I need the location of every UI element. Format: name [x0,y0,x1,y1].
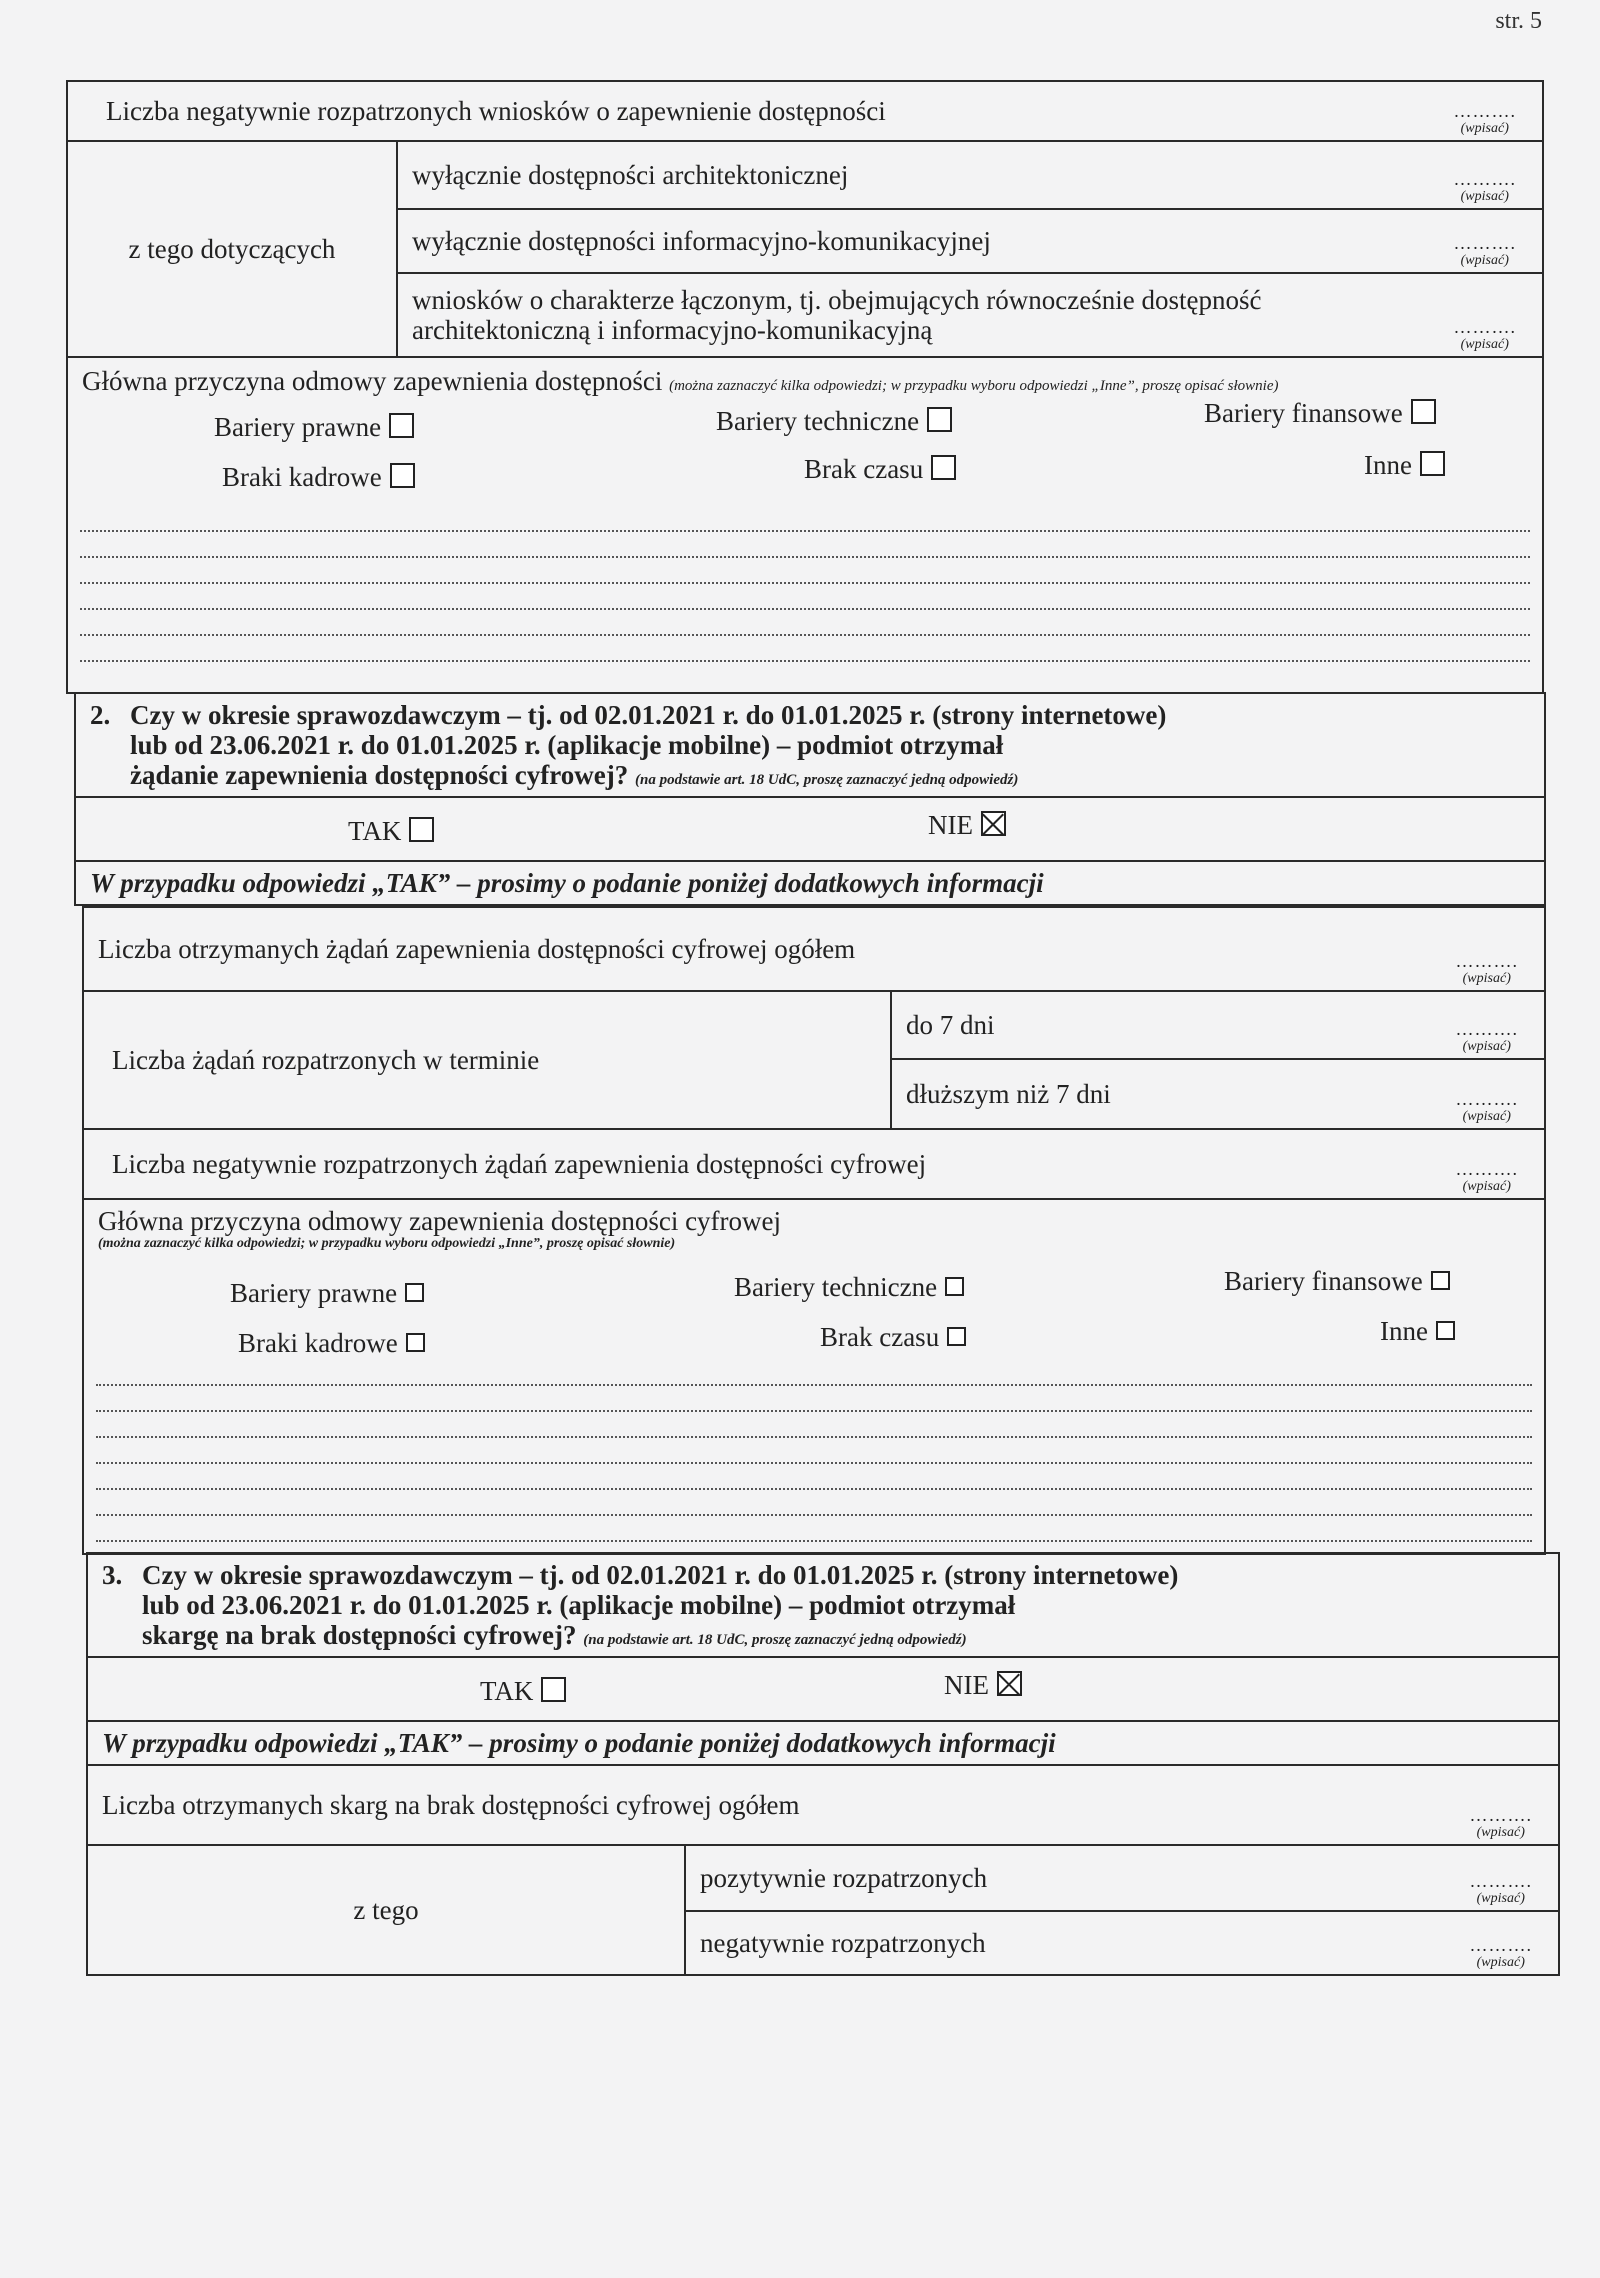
description-line[interactable] [80,530,1530,532]
checkbox-tak[interactable] [541,1677,566,1702]
checkbox-nie-checked[interactable] [981,811,1006,836]
checkbox[interactable] [405,1283,424,1302]
reason-note: (można zaznaczyć kilka odpowiedzi; w przypadku wyboru odpowiedzi „Inne”, proszę opisać słownie) [669,378,1279,394]
negative-digital-label: Liczba negatywnie rozpatrzonych żądań zapewnienia dostępności cyfrowej [112,1148,927,1179]
positive-label: pozytywnie rozpatrzonych [700,1862,988,1893]
fill-field[interactable]: ………. (wpisać) [1453,169,1516,204]
fill-field[interactable]: ………. (wpisać) [1455,951,1518,986]
description-line[interactable] [80,608,1530,610]
fill-field[interactable]: ………. (wpisać) [1455,1089,1518,1124]
answer-nie[interactable]: NIE [928,810,1006,840]
fill-field[interactable]: ………. (wpisać) [1453,317,1516,352]
of-which-label: z tego [87,1845,685,1975]
question3-number: 3. [102,1559,123,1590]
description-line[interactable] [80,634,1530,636]
description-line[interactable] [96,1540,1532,1542]
description-line[interactable] [96,1384,1532,1386]
option-other[interactable]: Inne [1380,1316,1455,1346]
option-staff[interactable]: Braki kadrowe [222,462,415,492]
option-time[interactable]: Brak czasu [820,1322,966,1352]
checkbox[interactable] [945,1277,964,1296]
reason-block-digital [83,1199,1545,1554]
question3-line3: skargę na brak dostępności cyfrowej? [142,1620,577,1651]
total-requests-label: Liczba otrzymanych żądań zapewnienia dostępności cyfrowej ogółem [98,933,856,964]
combined-row [397,273,1543,357]
fill-field[interactable]: ………. (wpisać) [1455,1019,1518,1054]
option-legal[interactable]: Bariery prawne [230,1278,424,1308]
option-staff[interactable]: Braki kadrowe [238,1328,425,1358]
page-number: str. 5 [1495,8,1542,34]
negative-requests-label: Liczba negatywnie rozpatrzonych wniosków o zapewnienie dostępności [106,95,886,126]
question2-number: 2. [90,699,111,730]
description-line[interactable] [80,582,1530,584]
if-yes-heading: W przypadku odpowiedzi „TAK” – prosimy o podanie poniżej dodatkowych informacji [75,861,1545,905]
description-line[interactable] [80,556,1530,558]
checkbox[interactable] [406,1333,425,1352]
fill-field[interactable]: ………. (wpisać) [1469,1805,1532,1840]
option-legal[interactable]: Bariery prawne [214,412,414,442]
checkbox-nie-checked[interactable] [997,1671,1022,1696]
question2-line1: Czy w okresie sprawozdawczym – tj. od 02.01.2021 r. do 01.01.2025 r. (strony internetowe) [130,699,1167,730]
section1-table [66,80,1544,694]
checkbox-tak[interactable] [409,817,434,842]
description-line[interactable] [80,660,1530,662]
reason-note-digital: (można zaznaczyć kilka odpowiedzi; w przypadku wyboru odpowiedzi „Inne”, proszę opisać słownie) [98,1236,676,1252]
description-line[interactable] [96,1436,1532,1438]
checkbox[interactable] [390,463,415,488]
answer-tak[interactable]: TAK [348,816,434,846]
positive-row [685,1845,1559,1911]
question2-details-table [82,906,1546,1555]
term-longer-label: dłuższym niż 7 dni [906,1078,1111,1109]
description-line[interactable] [96,1488,1532,1490]
checkbox[interactable] [1431,1271,1450,1290]
total-complaints-label: Liczba otrzymanych skarg na brak dostępności cyfrowej ogółem [102,1789,800,1820]
fill-field[interactable]: ………. (wpisać) [1453,233,1516,268]
option-other[interactable]: Inne [1364,450,1445,480]
total-complaints-row [87,1765,1559,1845]
question2-line2: lub od 23.06.2021 r. do 01.01.2025 r. (aplikacje mobilne) – podmiot otrzymał [130,729,1004,760]
of-which-label: z tego dotyczących [67,141,397,357]
checkbox[interactable] [1420,451,1445,476]
negative-row [685,1911,1559,1975]
architectural-label: wyłącznie dostępności architektonicznej [412,159,849,190]
negative-requests-row [67,81,1543,141]
ict-row [397,209,1543,273]
reason-block [67,357,1543,693]
total-requests-row [83,907,1545,991]
option-time[interactable]: Brak czasu [804,454,956,484]
checkbox[interactable] [389,413,414,438]
question3-note: (na podstawie art. 18 UdC, proszę zaznaczyć jedną odpowiedź) [583,1632,967,1649]
checkbox[interactable] [931,455,956,480]
if-yes-heading: W przypadku odpowiedzi „TAK” – prosimy o podanie poniżej dodatkowych informacji [87,1721,1559,1765]
fill-field[interactable]: ………. (wpisać) [1469,1935,1532,1970]
term-longer-row [891,1059,1545,1129]
in-term-label: Liczba żądań rozpatrzonych w terminie [83,991,891,1129]
reason-title-digital: Główna przyczyna odmowy zapewnienia dostępności cyfrowej [98,1206,782,1236]
question2-note: (na podstawie art. 18 UdC, proszę zaznaczyć jedną odpowiedź) [634,772,1019,789]
description-line[interactable] [96,1462,1532,1464]
question3-answer-row [87,1657,1559,1721]
checkbox[interactable] [1411,399,1436,424]
answer-nie[interactable]: NIE [944,1670,1022,1700]
option-technical[interactable]: Bariery techniczne [716,406,952,436]
checkbox[interactable] [1436,1321,1455,1340]
fill-field[interactable]: ………. (wpisać) [1469,1871,1532,1906]
option-financial[interactable]: Bariery finansowe [1224,1266,1450,1296]
question2-table [74,692,1546,906]
ict-label: wyłącznie dostępności informacyjno-komunikacyjnej [412,225,991,256]
option-technical[interactable]: Bariery techniczne [734,1272,964,1302]
question2-line3: żądanie zapewnienia dostępności cyfrowej? [130,760,629,791]
question3-header [87,1553,1559,1657]
combined-label: wniosków o charakterze łączonym, tj. obejmujących równocześnie dostępność architektoniczną i informacyjno-komunikacyjną [412,284,1262,345]
answer-tak[interactable]: TAK [480,1676,566,1706]
term-7-days-label: do 7 dni [906,1009,995,1040]
description-line[interactable] [96,1514,1532,1516]
description-line[interactable] [96,1410,1532,1412]
question2-header [75,693,1545,797]
question3-line2: lub od 23.06.2021 r. do 01.01.2025 r. (aplikacje mobilne) – podmiot otrzymał [142,1589,1016,1620]
checkbox[interactable] [947,1327,966,1346]
term-7-days-row [891,991,1545,1059]
negative-requests-row [83,1129,1545,1199]
question3-table [86,1552,1560,1976]
checkbox[interactable] [927,407,952,432]
reason-title: Główna przyczyna odmowy zapewnienia dostępności [82,366,663,396]
negative-label: negatywnie rozpatrzonych [700,1927,986,1958]
option-financial[interactable]: Bariery finansowe [1204,398,1436,428]
question3-line1: Czy w okresie sprawozdawczym – tj. od 02.01.2021 r. do 01.01.2025 r. (strony internetowe) [142,1559,1179,1590]
question2-answer-row [75,797,1545,861]
fill-field[interactable]: ………. (wpisać) [1453,101,1516,136]
architectural-row [397,141,1543,209]
fill-field[interactable]: ………. (wpisać) [1455,1159,1518,1194]
